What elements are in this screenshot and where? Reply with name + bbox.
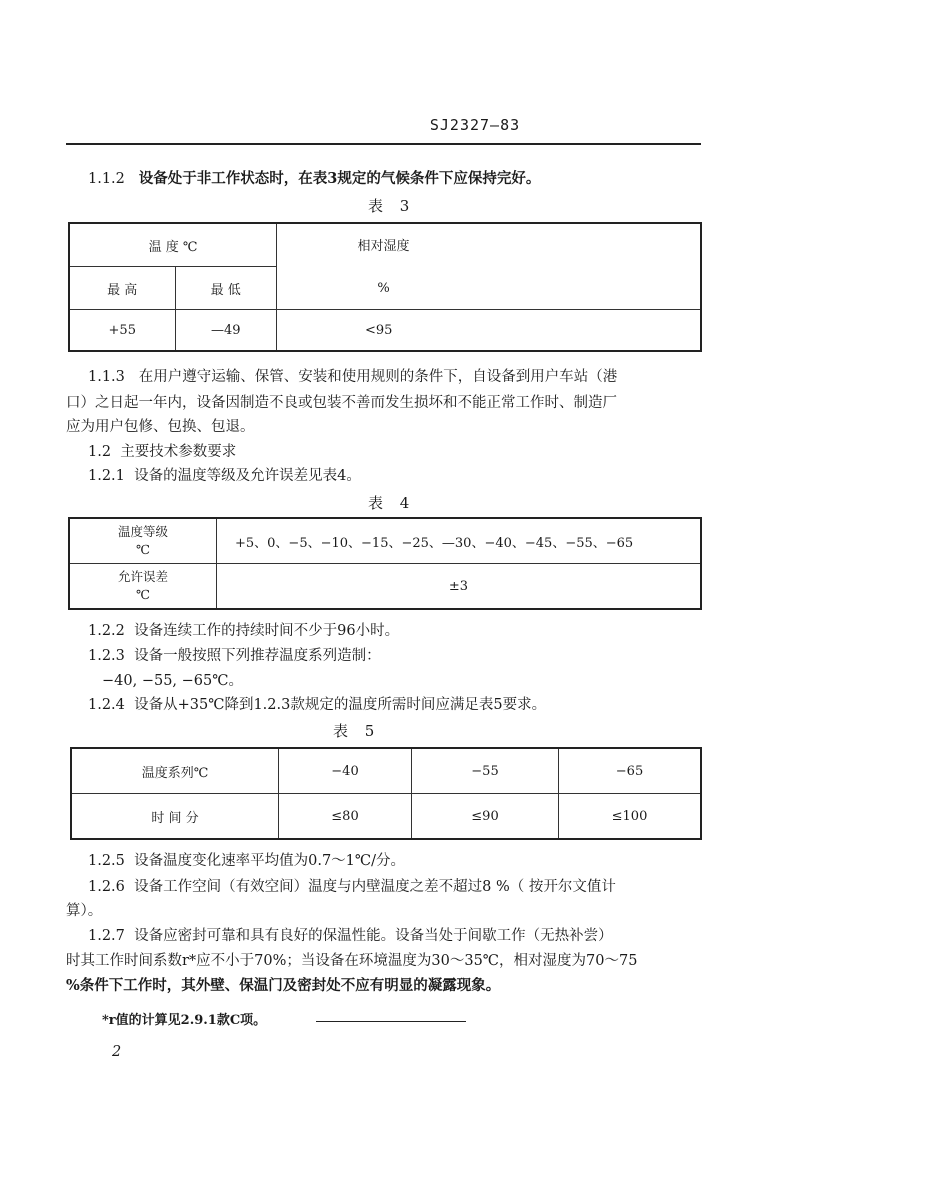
- table-5: [70, 747, 702, 840]
- para-1-2-3: 1.2.3 设备一般按照下列推荐温度系列造制：: [88, 648, 381, 664]
- footnote: *r值的计算见2.9.1款C项。: [102, 1013, 267, 1028]
- table-5-time-3: ≤100: [559, 794, 702, 840]
- para-1-2: 1.2 主要技术参数要求: [88, 444, 237, 460]
- table-5-time-2: ≤90: [412, 794, 559, 840]
- table-3-header-temp: 温 度 ℃: [69, 223, 277, 267]
- table-5-series-1: −40: [279, 748, 412, 794]
- para-1-1-3-line3: 应为用户包修、包换、包退。: [66, 419, 255, 435]
- table-4-label-grade: 温度等级 ℃: [69, 518, 217, 564]
- table-3-caption: 表 3: [368, 197, 416, 215]
- table-5-time-1: ≤80: [279, 794, 412, 840]
- para-1-2-7-line2: 时其工作时间系数r*应不小于70%；当设备在环境温度为30～35℃，相对湿度为70～75: [66, 953, 638, 969]
- table-3-header-humidity: 相对湿度 %: [277, 223, 702, 310]
- clause-number: 1.1.3: [88, 369, 125, 385]
- para-1-2-6-line1: 1.2.6 设备工作空间（有效空间）温度与内壁温度之差不超过8 %（ 按开尔文值计: [88, 879, 616, 895]
- header-rule: [66, 143, 701, 145]
- table-4-grades: +5、0、−5、−10、−15、−25、—30、−40、−45、−55、−65: [217, 518, 702, 564]
- table-4-caption: 表 4: [368, 494, 416, 512]
- table-5-caption: 表 5: [333, 722, 381, 740]
- para-1-1-3-line1: 1.1.3 在用户遵守运输、保管、安装和使用规则的条件下，自设备到用户车站（港: [88, 369, 618, 385]
- clause-number: 1.1.2: [88, 171, 125, 187]
- para-1-2-2: 1.2.2 设备连续工作的持续时间不少于96小时。: [88, 623, 400, 639]
- para-1-2-6-line2: 算）。: [66, 903, 103, 919]
- document-code: SJ2327—83: [429, 116, 521, 134]
- table-3-cell-min: —49: [175, 310, 277, 352]
- table-3-sub-max: 最 高: [69, 267, 175, 310]
- table-5-label-time: 时 间 分: [71, 794, 279, 840]
- table-3-sub-min: 最 低: [175, 267, 277, 310]
- table-5-series-2: −55: [412, 748, 559, 794]
- table-4-label-tolerance: 允许误差 ℃: [69, 564, 217, 610]
- table-3: [68, 222, 702, 352]
- para-1-2-7-line3: %条件下工作时，其外壁、保温门及密封处不应有明显的凝露现象。: [66, 977, 501, 994]
- para-1-2-7-line1: 1.2.7 设备应密封可靠和具有良好的保温性能。设备当处于间歇工作（无热补尝）: [88, 928, 613, 944]
- para-1-1-3-line2: 口）之日起一年内，设备因制造不良或包装不善而发生损坏和不能正常工作时、制造厂: [66, 395, 617, 411]
- page-number: 2: [112, 1044, 122, 1060]
- table-4: [68, 517, 702, 610]
- clause-text: 设备处于非工作状态时，在表3规定的气候条件下应保持完好。: [138, 170, 541, 187]
- footnote-rule: [316, 1021, 466, 1022]
- table-5-label-series: 温度系列℃: [71, 748, 279, 794]
- para-1-1-2: [88, 168, 540, 190]
- table-3-cell-max: +55: [69, 310, 175, 352]
- para-1-2-5: 1.2.5 设备温度变化速率平均值为0.7～1℃/分。: [88, 853, 406, 869]
- table-5-series-3: −65: [559, 748, 702, 794]
- table-4-tolerance: ±3: [217, 564, 702, 610]
- para-1-2-1: 1.2.1 设备的温度等级及允许误差见表4。: [88, 468, 361, 484]
- para-1-2-4: 1.2.4 设备从+35℃降到1.2.3款规定的温度所需时间应满足表5要求。: [88, 697, 547, 713]
- para-1-2-3-series: −40, −55, −65℃。: [102, 673, 243, 689]
- table-3-cell-humidity: <95: [277, 310, 702, 352]
